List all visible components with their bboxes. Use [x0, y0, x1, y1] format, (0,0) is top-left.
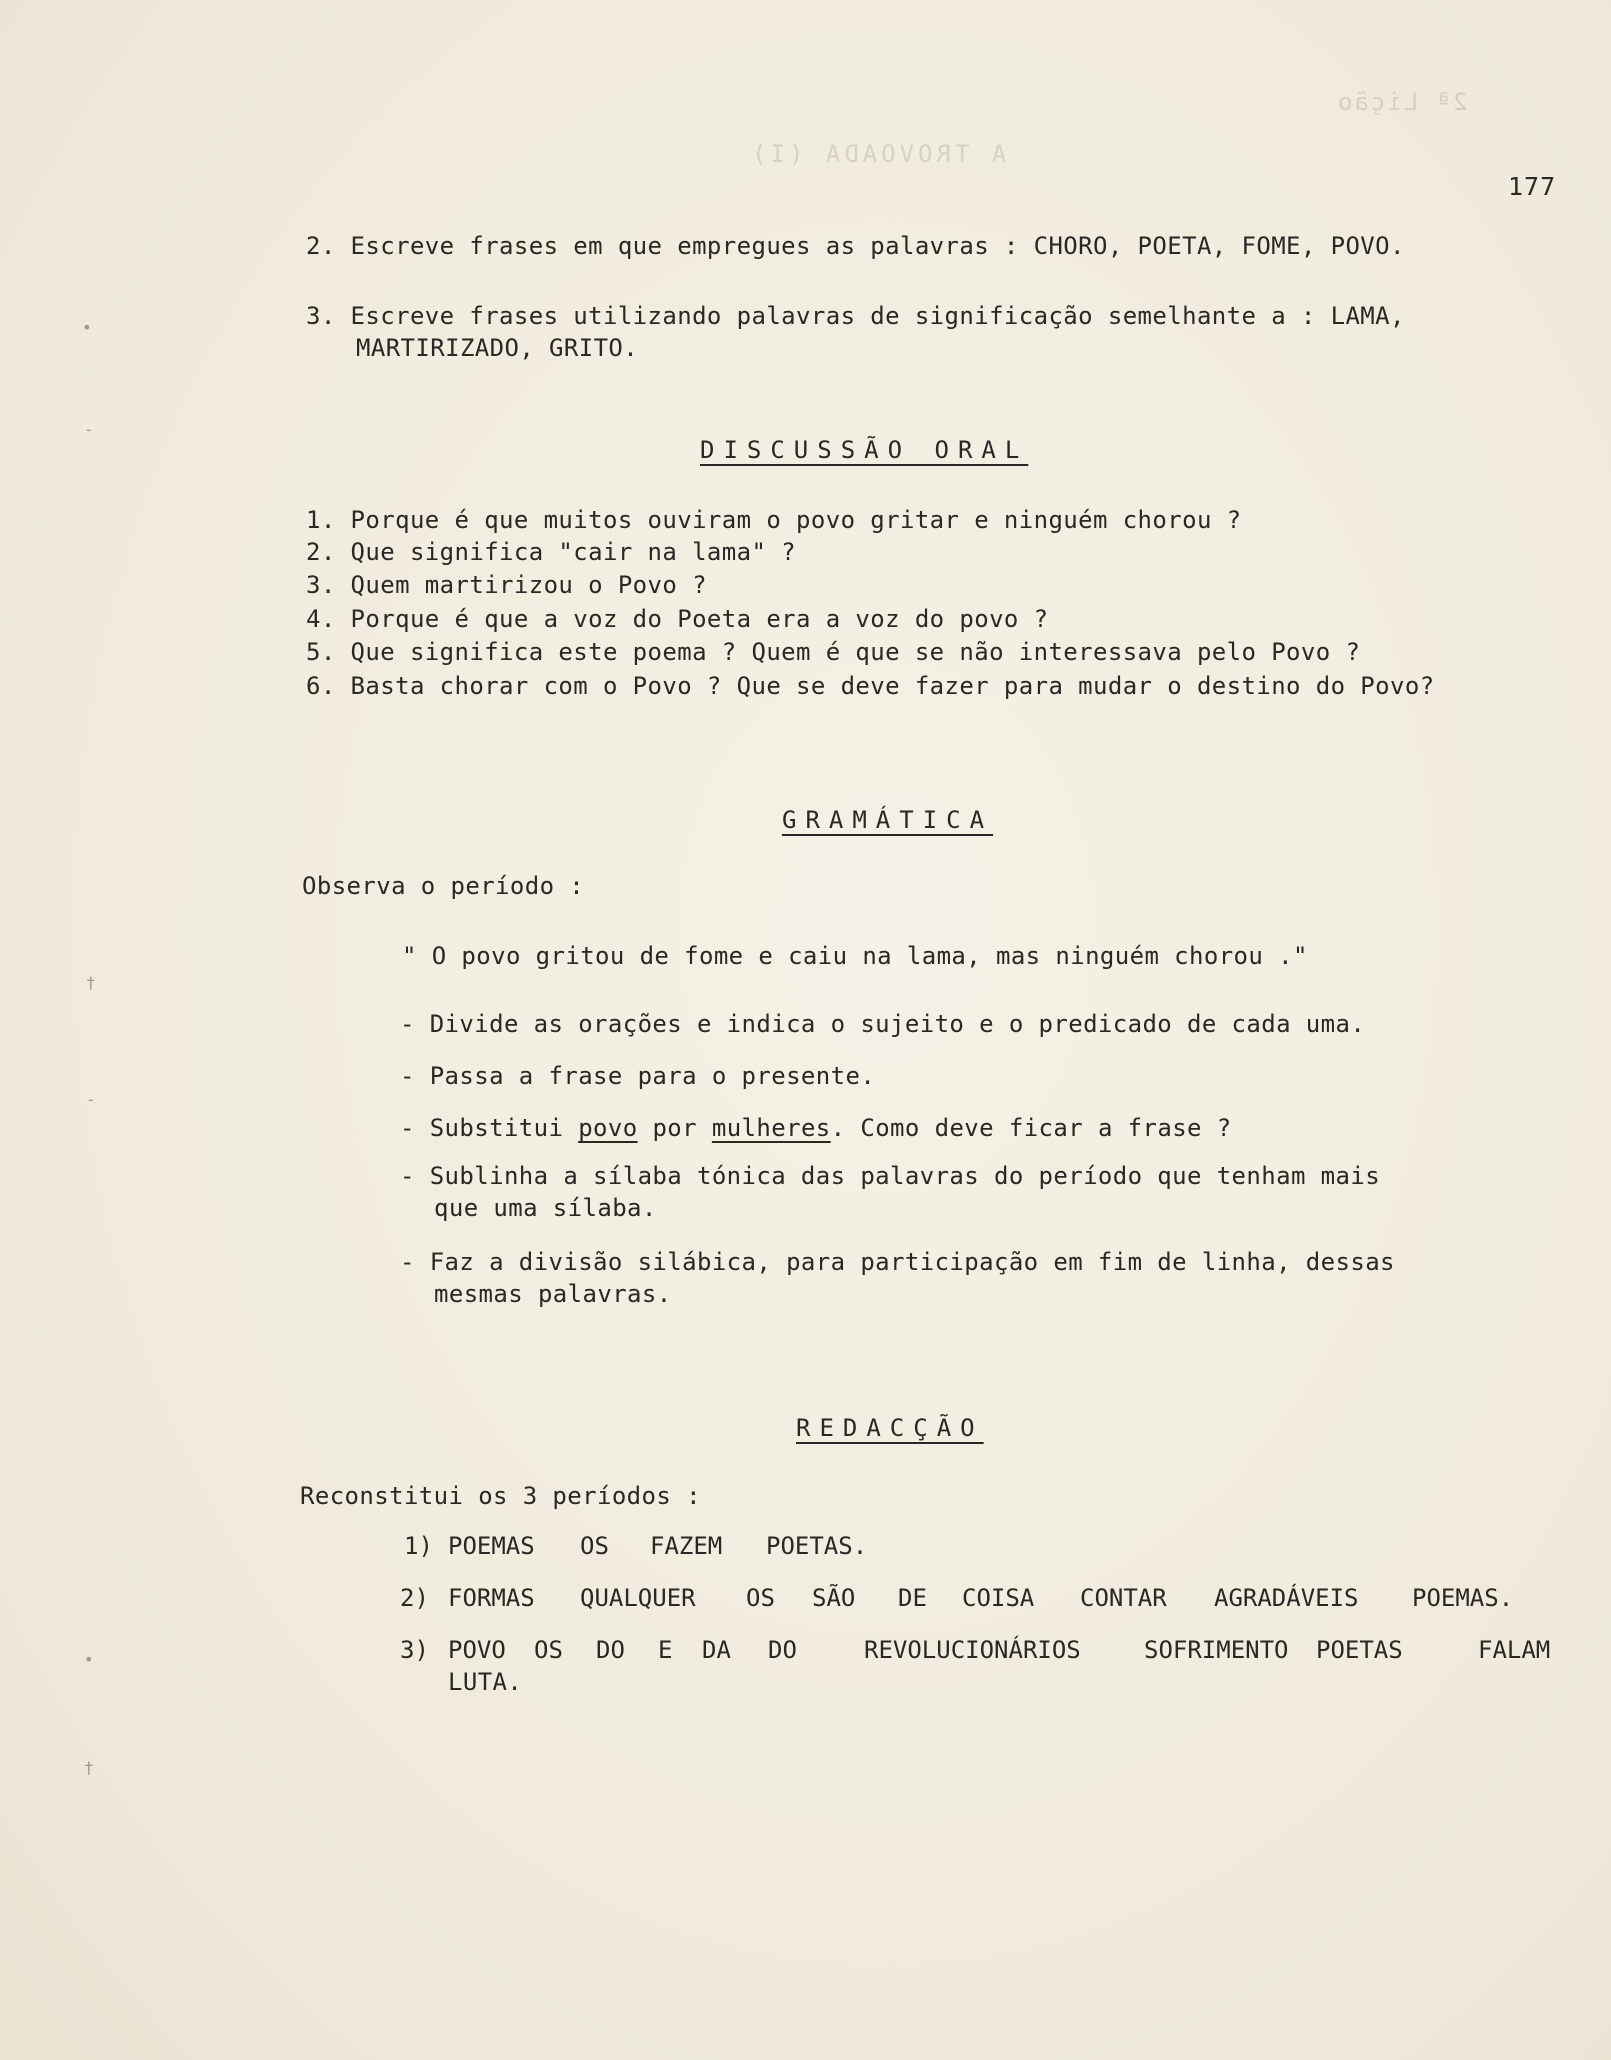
section-heading-redaccao: REDACÇÃO [796, 1414, 984, 1442]
task3-prefix: - Substitui [400, 1114, 579, 1142]
redaccao-item-2-word: OS [746, 1584, 775, 1612]
gramatica-task-2: - Passa a frase para o presente. [400, 1062, 876, 1090]
redaccao-item-1-word: 1) [404, 1532, 433, 1560]
redaccao-item-2-word: 2) [400, 1584, 429, 1612]
gramatica-quote: " O povo gritou de fome e caiu na lama, mas ninguém chorou ." [402, 942, 1308, 970]
margin-speck: - [86, 1090, 96, 1109]
question-2: 2. Que significa "cair na lama" ? [306, 538, 797, 566]
question-6: 6. Basta chorar com o Povo ? Que se deve fazer para mudar o destino do Povo? [306, 672, 1435, 700]
gramatica-task-1: - Divide as orações e indica o sujeito e o predicado de cada uma. [400, 1010, 1366, 1038]
exercise-item-3-line2: MARTIRIZADO, GRITO. [356, 334, 639, 362]
gramatica-task-3 [400, 1114, 1232, 1142]
gramatica-task-4-line1: - Sublinha a sílaba tónica das palavras do período que tenham mais [400, 1162, 1381, 1190]
page-number: 177 [1508, 172, 1557, 201]
margin-speck: † [84, 1758, 94, 1777]
question-4: 4. Porque é que a voz do Poeta era a voz do povo ? [306, 605, 1049, 633]
redaccao-item-2-word: DE [898, 1584, 927, 1612]
gramatica-intro: Observa o período : [302, 872, 585, 900]
redaccao-item-2-word: CONTAR [1080, 1584, 1167, 1612]
redaccao-intro: Reconstitui os 3 períodos : [300, 1482, 701, 1510]
redaccao-item-3 [0, 1636, 1611, 1666]
redaccao-item-3-word: POETAS [1316, 1636, 1403, 1664]
gramatica-task-5-line2: mesmas palavras. [434, 1280, 672, 1308]
margin-speck: • [82, 318, 92, 337]
gramatica-task-4-line2: que uma sílaba. [434, 1194, 657, 1222]
margin-speck: • [84, 1650, 94, 1669]
redaccao-item-3-word: REVOLUCIONÁRIOS [864, 1636, 1081, 1664]
redaccao-item-1-word: OS [580, 1532, 609, 1560]
redaccao-item-1-word: POEMAS [448, 1532, 535, 1560]
redaccao-item-3-word: E [658, 1636, 673, 1664]
redaccao-item-1-word: FAZEM [650, 1532, 723, 1560]
redaccao-item-3-word: SOFRIMENTO [1144, 1636, 1289, 1664]
redaccao-item-2-word: SÃO [812, 1584, 856, 1612]
question-3: 3. Quem martirizou o Povo ? [306, 571, 707, 599]
margin-speck: † [86, 973, 96, 992]
redaccao-item-3-word: DA [702, 1636, 731, 1664]
underlined-word-povo: povo [578, 1114, 638, 1142]
redaccao-item-3-word: DO [768, 1636, 797, 1664]
redaccao-item-3-word: OS [534, 1636, 563, 1664]
redaccao-item-1-word: POETAS. [766, 1532, 868, 1560]
exercise-item-3-line1: 3. Escreve frases utilizando palavras de significação semelhante a : LAMA, [306, 302, 1405, 330]
exercise-item-2: 2. Escreve frases em que empregues as palavras : CHORO, POETA, FOME, POVO. [306, 232, 1405, 260]
underlined-word-mulheres: mulheres [711, 1114, 831, 1142]
question-1: 1. Porque é que muitos ouviram o povo gritar e ninguém chorou ? [306, 506, 1242, 534]
task3-mid: por [637, 1114, 712, 1142]
show-through-corner: 2ª Lição [1336, 88, 1468, 116]
redaccao-item-2 [0, 1584, 1611, 1614]
show-through-title: A TROVOADA (I) [748, 140, 1007, 168]
redaccao-item-3-word: POVO [448, 1636, 506, 1664]
redaccao-item-2-word: COISA [962, 1584, 1035, 1612]
redaccao-item-3-word: DO [596, 1636, 625, 1664]
redaccao-item-3-word: FALAM [1478, 1636, 1551, 1664]
redaccao-item-1 [0, 1532, 1611, 1562]
question-5: 5. Que significa este poema ? Quem é que se não interessava pelo Povo ? [306, 638, 1361, 666]
section-heading-gramatica: GRAMÁTICA [782, 806, 994, 834]
redaccao-item-2-word: AGRADÁVEIS [1214, 1584, 1359, 1612]
gramatica-task-5-line1: - Faz a divisão silábica, para participação em fim de linha, dessas [400, 1248, 1395, 1276]
redaccao-item-2-word: FORMAS [448, 1584, 535, 1612]
redaccao-item-3-word: 3) [400, 1636, 429, 1664]
section-heading-discussao: DISCUSSÃO ORAL [700, 436, 1029, 464]
redaccao-item-2-word: QUALQUER [580, 1584, 696, 1612]
task3-suffix: . Como deve ficar a frase ? [830, 1114, 1232, 1142]
margin-speck: - [84, 420, 94, 439]
redaccao-item-2-word: POEMAS. [1412, 1584, 1514, 1612]
redaccao-item-3-line2: LUTA. [448, 1668, 523, 1696]
